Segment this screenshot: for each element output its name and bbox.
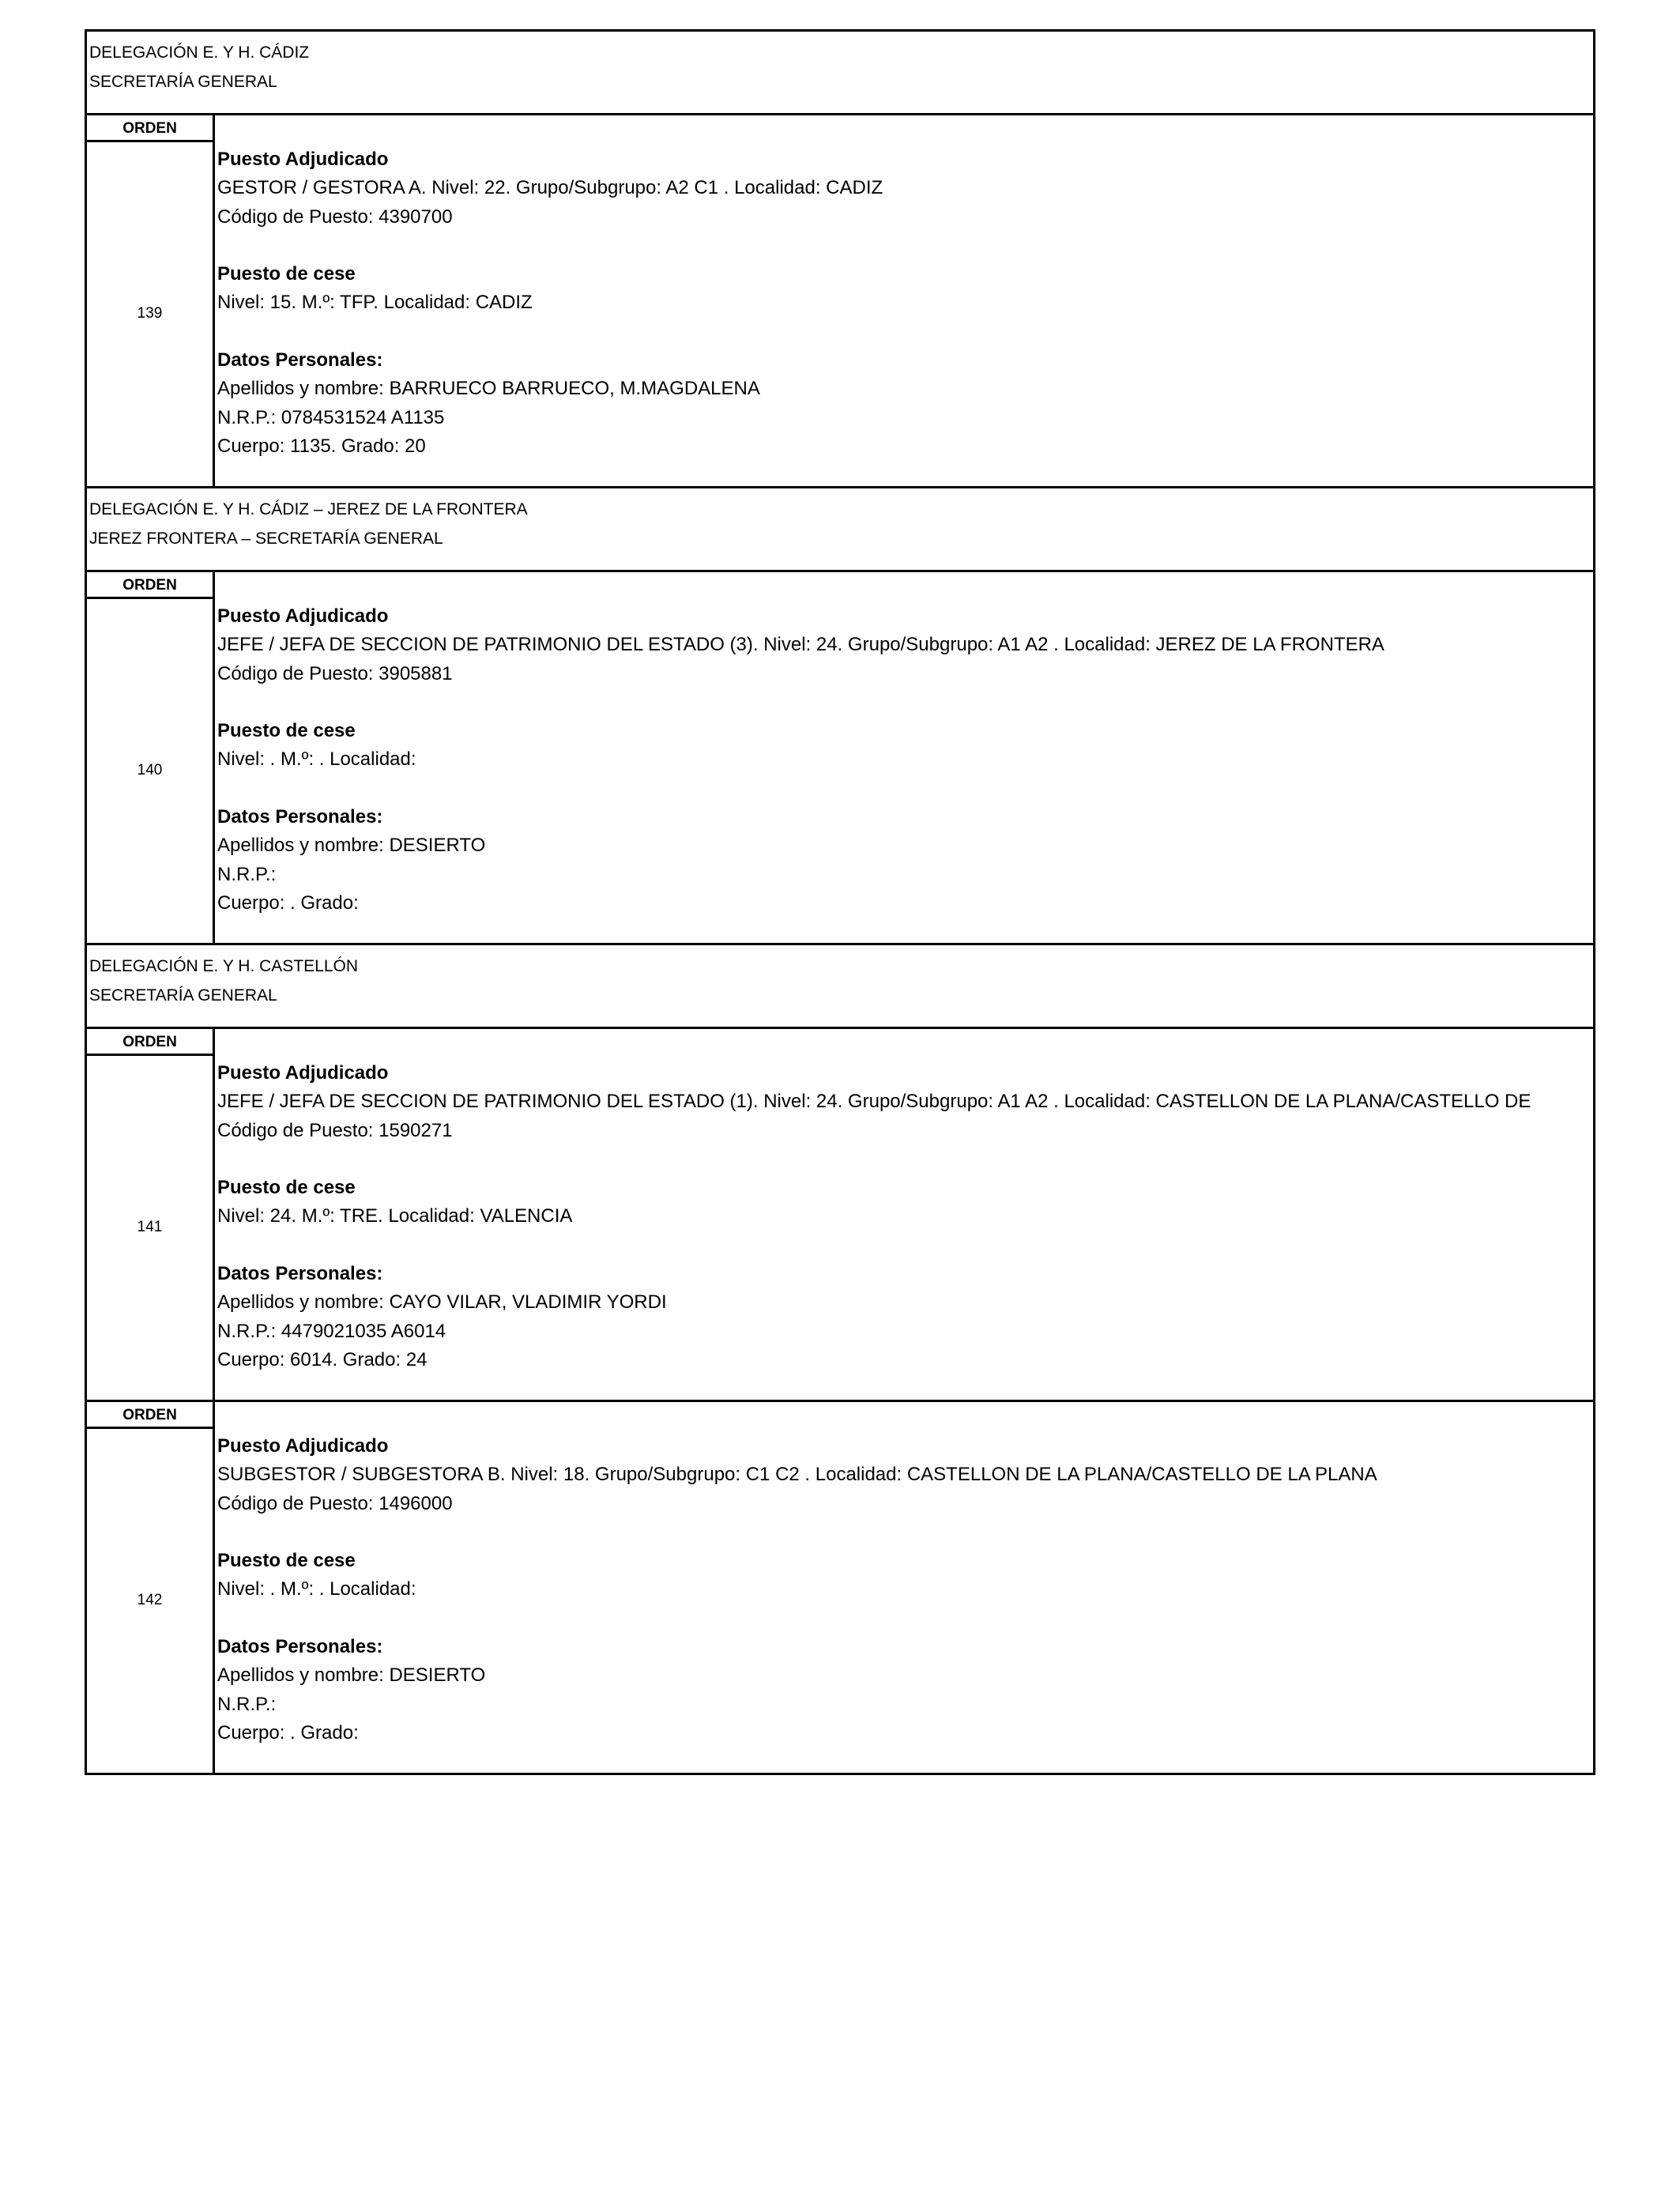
datos-personales-heading: Datos Personales: (217, 349, 383, 371)
entry-row (87, 1402, 1593, 1775)
entry-row (87, 115, 1593, 488)
datos-personales-heading: Datos Personales: (217, 1263, 383, 1285)
nrp: N.R.P.: 0784531524 A1135 (217, 406, 445, 428)
department-name: JEREZ FRONTERA – SECRETARÍA GENERAL (89, 530, 443, 548)
spacer (217, 1518, 1593, 1547)
puesto-cese: Nivel: . M.º: . Localidad: (217, 748, 416, 771)
document-table (85, 29, 1595, 1775)
puesto-adjudicado: JEFE / JEFA DE SECCION DE PATRIMONIO DEL ESTADO (1). Nivel: 24. Grupo/Subgrupo: A1 A2 . Localidad: CASTELLON DE LA PLANA/CASTELLO DE (217, 1091, 1531, 1113)
section-header (87, 945, 1593, 1029)
apellidos-nombre: Apellidos y nombre: DESIERTO (217, 1664, 486, 1687)
puesto-cese-heading: Puesto de cese (217, 1550, 356, 1572)
department-name: SECRETARÍA GENERAL (89, 986, 277, 1005)
cuerpo-grado: Cuerpo: 6014. Grado: 24 (217, 1348, 428, 1370)
puesto-adjudicado: SUBGESTOR / SUBGESTORA B. Nivel: 18. Grupo/Subgrupo: C1 C2 . Localidad: CASTELLON DE LA PLANA/CASTELLO DE LA PLANA (217, 1464, 1377, 1486)
spacer (217, 1145, 1593, 1174)
apellidos-nombre: Apellidos y nombre: BARRUECO BARRUECO, M.MAGDALENA (217, 378, 760, 400)
section-header (87, 32, 1593, 115)
orden-column (87, 1029, 215, 1400)
cuerpo-grado: Cuerpo: 1135. Grado: 20 (217, 435, 426, 457)
entry-details (217, 1059, 1593, 1374)
codigo-puesto: Código de Puesto: 3905881 (217, 662, 453, 684)
entry-details (217, 602, 1593, 918)
puesto-cese: Nivel: 15. M.º: TFP. Localidad: CADIZ (217, 292, 533, 314)
entry-row (87, 1029, 1593, 1402)
puesto-cese: Nivel: . M.º: . Localidad: (217, 1578, 416, 1600)
puesto-cese: Nivel: 24. M.º: TRE. Localidad: VALENCIA (217, 1205, 573, 1227)
orden-number: 140 (137, 762, 163, 778)
cuerpo-grado: Cuerpo: . Grado: (217, 892, 359, 914)
entry-row (87, 572, 1593, 945)
entry-details (217, 145, 1593, 461)
spacer (217, 232, 1593, 260)
orden-label: ORDEN (87, 1402, 213, 1429)
orden-number: 142 (137, 1592, 163, 1608)
puesto-adjudicado-heading: Puesto Adjudicado (217, 1435, 389, 1457)
puesto-adjudicado-heading: Puesto Adjudicado (217, 149, 389, 170)
puesto-adjudicado: JEFE / JEFA DE SECCION DE PATRIMONIO DEL ESTADO (3). Nivel: 24. Grupo/Subgrupo: A1 A2 . Localidad: JEREZ DE LA FRONTERA (217, 634, 1384, 656)
orden-label: ORDEN (87, 1029, 213, 1056)
puesto-cese-heading: Puesto de cese (217, 263, 356, 285)
codigo-puesto: Código de Puesto: 1496000 (217, 1492, 453, 1514)
spacer (217, 1231, 1593, 1260)
nrp: N.R.P.: (217, 863, 277, 885)
orden-column (87, 1402, 215, 1773)
spacer (217, 688, 1593, 717)
apellidos-nombre: Apellidos y nombre: DESIERTO (217, 835, 486, 857)
nrp: N.R.P.: 4479021035 A6014 (217, 1320, 446, 1342)
datos-personales-heading: Datos Personales: (217, 1636, 383, 1658)
delegation-name: DELEGACIÓN E. Y H. CÁDIZ – JEREZ DE LA FRONTERA (89, 500, 528, 518)
cuerpo-grado: Cuerpo: . Grado: (217, 1721, 359, 1744)
apellidos-nombre: Apellidos y nombre: CAYO VILAR, VLADIMIR YORDI (217, 1291, 667, 1314)
codigo-puesto: Código de Puesto: 1590271 (217, 1119, 453, 1141)
orden-number: 141 (137, 1219, 163, 1235)
codigo-puesto: Código de Puesto: 4390700 (217, 205, 453, 228)
delegation-name: DELEGACIÓN E. Y H. CÁDIZ (89, 43, 310, 62)
department-name: SECRETARÍA GENERAL (89, 73, 277, 91)
orden-label: ORDEN (87, 572, 213, 599)
spacer (217, 775, 1593, 803)
section-header (87, 488, 1593, 572)
orden-column (87, 115, 215, 486)
spacer (217, 318, 1593, 346)
puesto-cese-heading: Puesto de cese (217, 1177, 356, 1199)
nrp: N.R.P.: (217, 1693, 277, 1715)
spacer (217, 1604, 1593, 1633)
datos-personales-heading: Datos Personales: (217, 806, 383, 828)
orden-label: ORDEN (87, 115, 213, 142)
entry-details (217, 1432, 1593, 1747)
orden-number: 139 (137, 305, 163, 322)
puesto-adjudicado-heading: Puesto Adjudicado (217, 605, 389, 627)
delegation-name: DELEGACIÓN E. Y H. CASTELLÓN (89, 957, 358, 975)
puesto-adjudicado: GESTOR / GESTORA A. Nivel: 22. Grupo/Subgrupo: A2 C1 . Localidad: CADIZ (217, 177, 883, 199)
puesto-cese-heading: Puesto de cese (217, 720, 356, 742)
orden-column (87, 572, 215, 943)
puesto-adjudicado-heading: Puesto Adjudicado (217, 1062, 389, 1084)
